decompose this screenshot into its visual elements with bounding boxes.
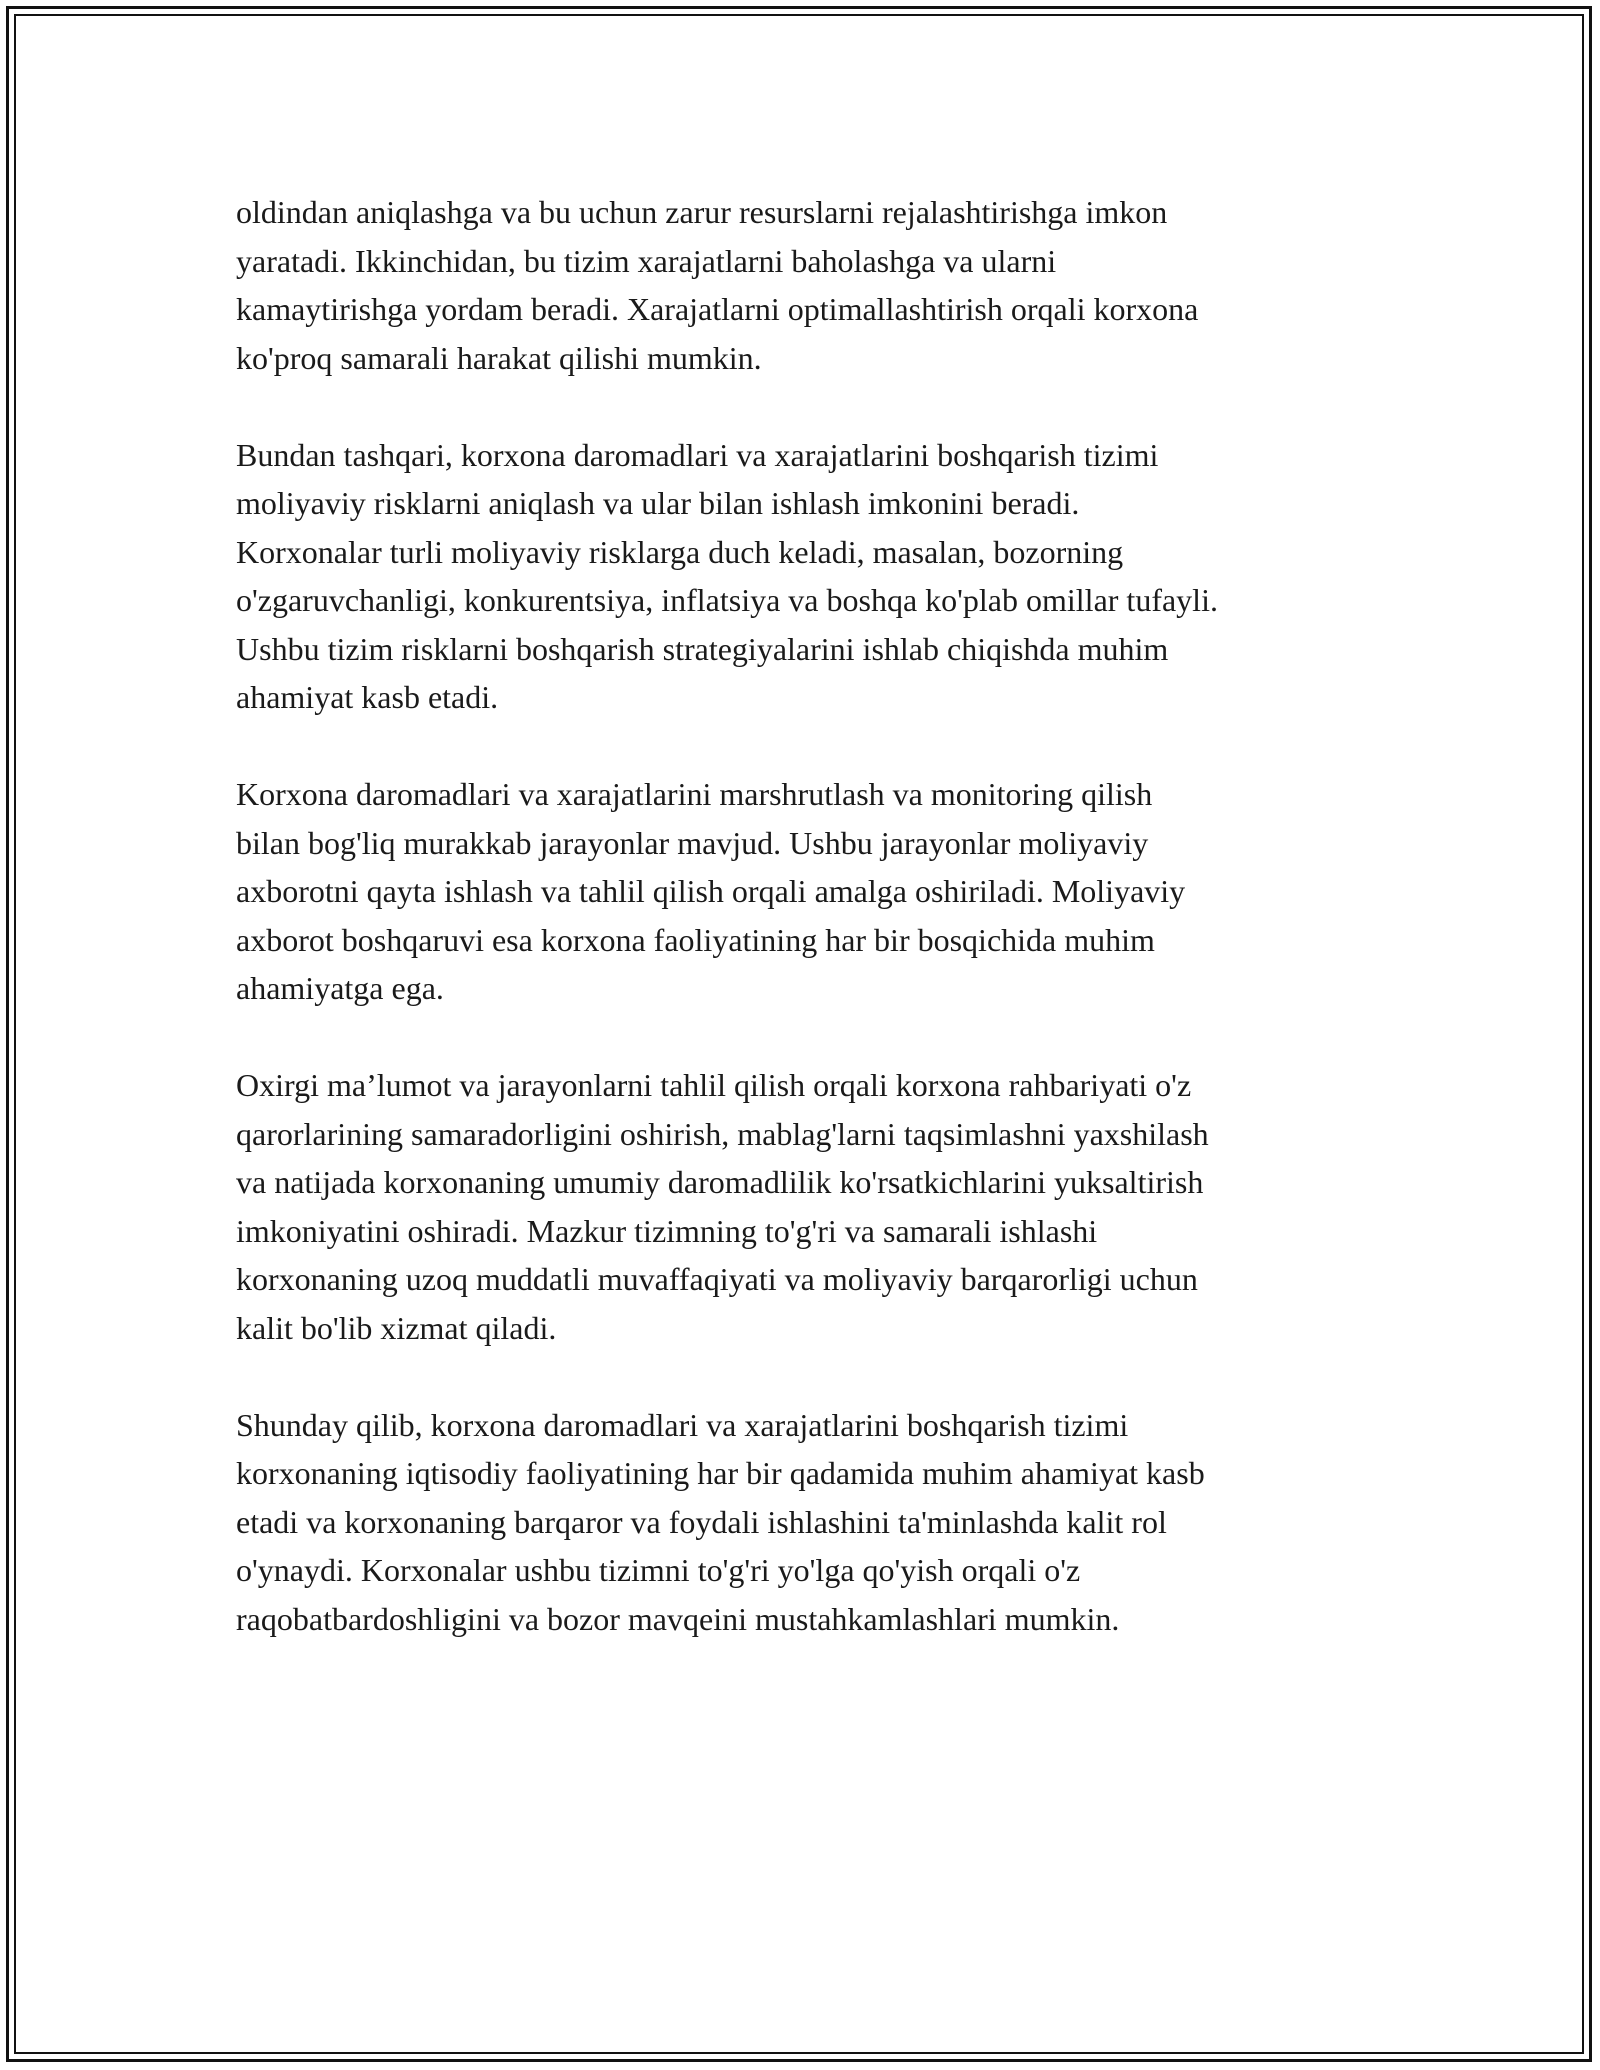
text-line: Bundan tashqari, korxona daromadlari va xarajatlarini boshqarish tizimi (236, 436, 1159, 473)
text-line: raqobatbardoshligini va bozor mavqeini mustahkamlashlari mumkin. (236, 1600, 1120, 1637)
text-line: ahamiyatga ega. (236, 970, 444, 1006)
paragraph-3 (236, 770, 1386, 1013)
text-line: yaratadi. Ikkinchidan, bu tizim xarajatlarni baholashga va ularni (236, 242, 1057, 279)
text-line: kalit bo'lib xizmat qiladi. (236, 1309, 557, 1346)
text-line: qarorlarining samaradorligini oshirish, mablag'larni taqsimlashni yaxshilash (236, 1115, 1209, 1152)
text-line: bilan bog'liq murakkab jarayonlar mavjud. Ushbu jarayonlar moliyaviy (236, 824, 1149, 861)
text-line: moliyaviy risklarni aniqlash va ular bilan ishlash imkonini beradi. (236, 485, 1080, 521)
text-line: ko'proq samarali harakat qilishi mumkin. (236, 339, 762, 376)
text-line: ahamiyat kasb etadi. (236, 679, 499, 715)
text-line: Korxona daromadlari va xarajatlarini marshrutlash va monitoring qilish (236, 776, 1153, 812)
text-line: o'zgaruvchanligi, konkurentsiya, inflatsiya va boshqa ko'plab omillar tufayli. (236, 582, 1218, 618)
text-line: Oxirgi ma’lumot va jarayonlarni tahlil qilish orqali korxona rahbariyati o'z (236, 1067, 1192, 1103)
document-body (236, 188, 1386, 1692)
text-line: etadi va korxonaning barqaror va foydali ishlashini ta'minlashda kalit rol (236, 1503, 1167, 1540)
text-line: imkoniyatini oshiradi. Mazkur tizimning to'g'ri va samarali ishlashi (236, 1212, 1098, 1249)
text-line: axborotni qayta ishlash va tahlil qilish orqali amalga oshiriladi. Moliyaviy (236, 873, 1186, 909)
text-line: Ushbu tizim risklarni boshqarish strategiyalarini ishlab chiqishda muhim (236, 630, 1169, 667)
paragraph-4 (236, 1061, 1386, 1352)
text-line: kamaytirishga yordam beradi. Xarajatlarni optimallashtirish orqali korxona (236, 291, 1199, 327)
text-line: o'ynaydi. Korxonalar ushbu tizimni to'g'ri yo'lga qo'yish orqali o'z (236, 1552, 1081, 1588)
paragraph-2 (236, 431, 1386, 722)
text-line: korxonaning uzoq muddatli muvaffaqiyati va moliyaviy barqarorligi uchun (236, 1261, 1198, 1297)
text-line: va natijada korxonaning umumiy daromadlilik ko'rsatkichlarini yuksaltirish (236, 1164, 1204, 1200)
text-line: axborot boshqaruvi esa korxona faoliyatining har bir bosqichida muhim (236, 921, 1155, 958)
text-line: korxonaning iqtisodiy faoliyatining har bir qadamida muhim ahamiyat kasb (236, 1455, 1205, 1491)
paragraph-5 (236, 1401, 1386, 1644)
paragraph-1 (236, 188, 1386, 382)
text-line: Shunday qilib, korxona daromadlari va xarajatlarini boshqarish tizimi (236, 1406, 1129, 1443)
text-line: Korxonalar turli moliyaviy risklarga duch keladi, masalan, bozorning (236, 533, 1124, 570)
text-line: oldindan aniqlashga va bu uchun zarur resurslarni rejalashtirishga imkon (236, 194, 1168, 230)
